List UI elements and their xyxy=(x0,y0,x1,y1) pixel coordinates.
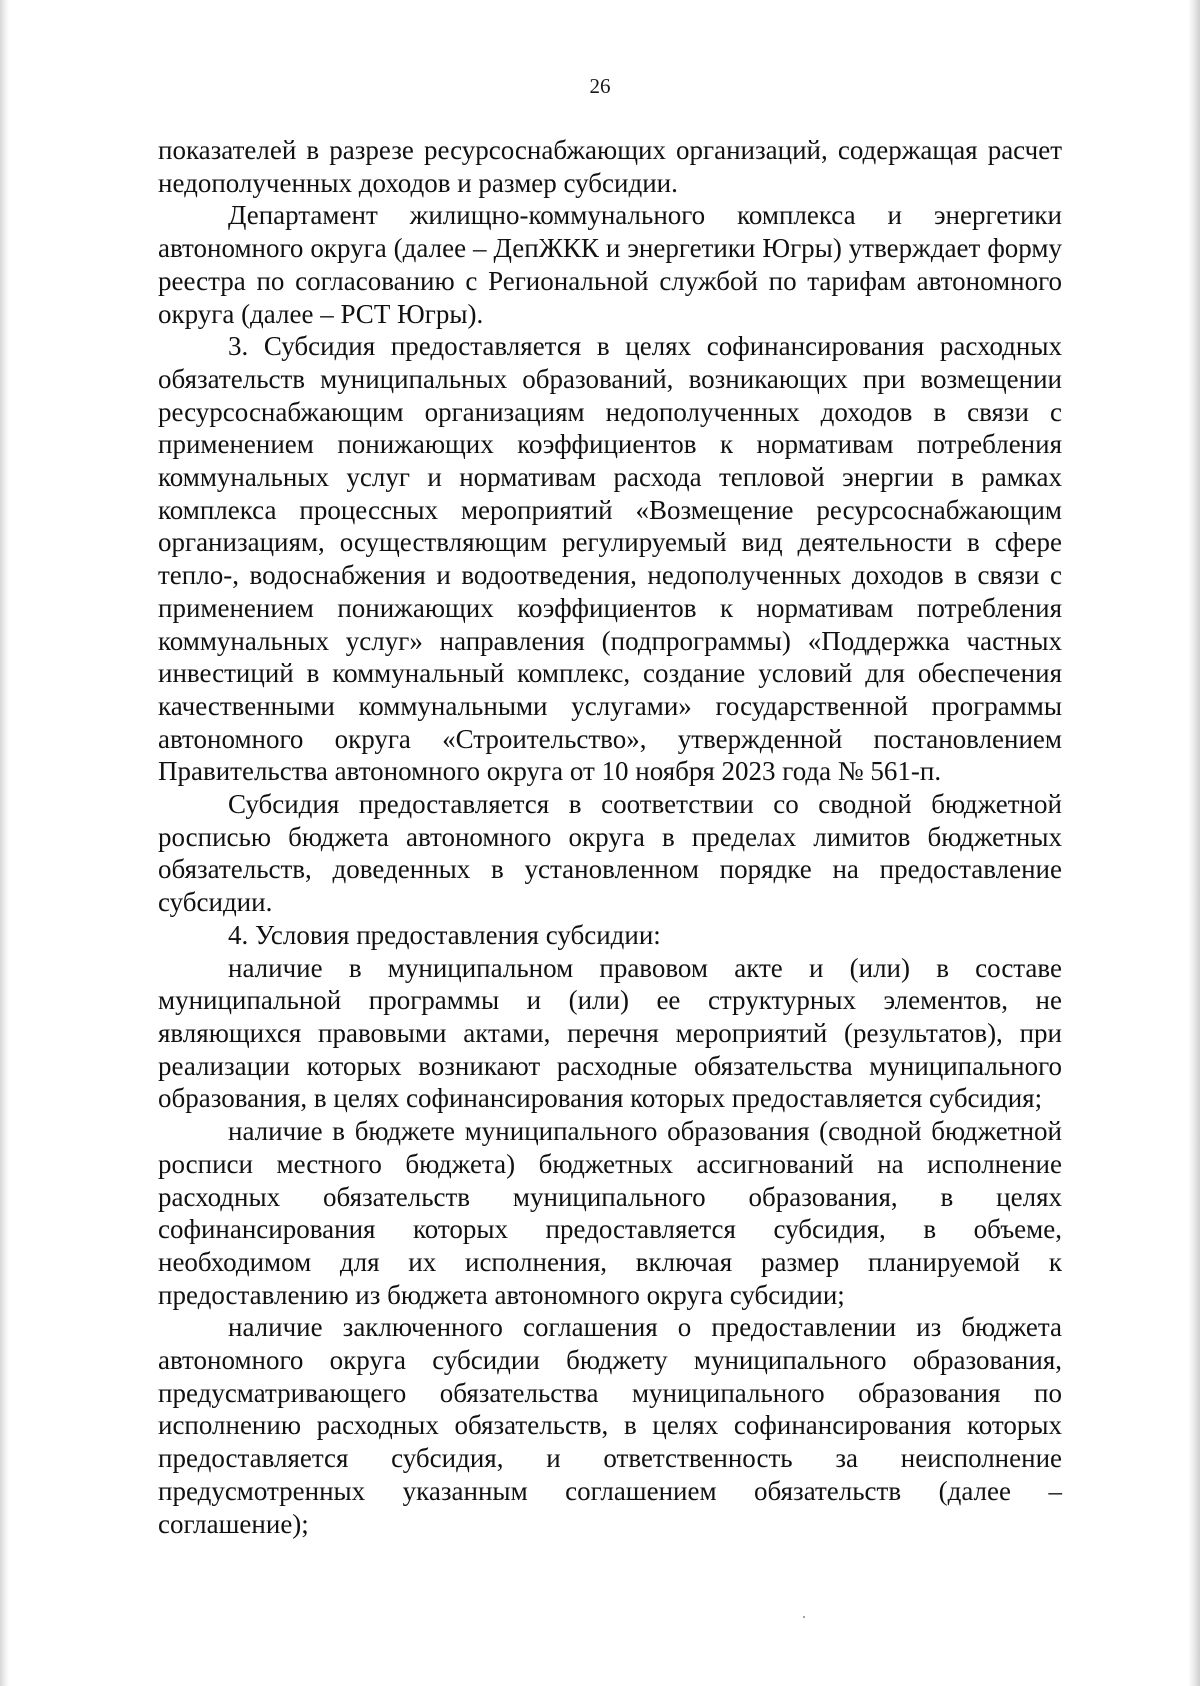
page-number: 26 xyxy=(589,74,611,98)
paragraph-4-conditions-heading: 4. Условия предоставления субсидии: xyxy=(228,919,661,950)
paragraph-depzhkk-registry-form: Департамент жилищно-коммунального комплекса и энергетики автономного округа (далее – ДепЖКК и энергетики Югры) утверждает форму реестра по согласованию с Региональной службой по тарифам автономного округа (далее – РСТ Югры). xyxy=(158,200,1062,329)
paragraph-condition-agreement: наличие заключенного соглашения о предоставлении из бюджета автономного округа субсидии бюджету муниципального образования, предусматривающего обязательства муниципального образования по исполнению расходных обязательств, в целях софинансирования которых предоставляется субсидия, и ответственность за неисполнение предусмотренных указанным соглашением обязательств (далее – соглашение); xyxy=(158,1312,1062,1539)
scan-edge-left xyxy=(0,0,9,1686)
document-body xyxy=(158,134,1062,1540)
paragraph-condition-legal-act: наличие в муниципальном правовом акте и (или) в составе муниципальной программы и (или) ее структурных элементов, не являющихся правовыми актами, перечня мероприятий (результатов), при реализации которых возникают расходные обязательства муниципального образования, в целях софинансирования которых предоставляется субсидия; xyxy=(158,952,1062,1114)
paragraph-3-subsidy-purpose: 3. Субсидия предоставляется в целях софинансирования расходных обязательств муниципальных образований, возникающих при возмещении ресурсоснабжающим организациям недополученных доходов в связи с применением понижающих коэффициентов к нормативам потребления коммунальных услуг и нормативам расхода тепловой энергии в рамках комплекса процессных мероприятий «Возмещение ресурсоснабжающим организациям, осуществляющим регулируемый вид деятельности в сфере тепло-, водоснабжения и водоотведения, недополученных доходов в связи с применением понижающих коэффициентов к нормативам потребления коммунальных услуг» направления (подпрограммы) «Поддержка частных инвестиций в коммунальный комплекс, создание условий для обеспечения качественными коммунальными услугами» государственной программы автономного округа «Строительство», утвержденной постановлением Правительства автономного округа от 10 ноября 2023 года № 561-п. xyxy=(158,331,1062,787)
paragraph-subsidy-budget-limits: Субсидия предоставляется в соответствии со сводной бюджетной росписью бюджета автономного округа в пределах лимитов бюджетных обязательств, доведенных в установленном порядке на предоставление субсидии. xyxy=(158,789,1062,918)
paragraph-condition-budget-allocations: наличие в бюджете муниципального образования (сводной бюджетной росписи местного бюджета) бюджетных ассигнований на исполнение расходных обязательств муниципального образования, в целях софинансирования которых предоставляется субсидия, в объеме, необходимом для их исполнения, включая размер планируемой к предоставлению из бюджета автономного округа субсидии; xyxy=(158,1116,1062,1310)
paragraph-continuation: показателей в разрезе ресурсоснабжающих организаций, содержащая расчет недополученных доходов и размер субсидии. xyxy=(158,135,1062,198)
scan-speck xyxy=(803,1616,805,1618)
scan-edge-right xyxy=(1188,0,1200,1686)
